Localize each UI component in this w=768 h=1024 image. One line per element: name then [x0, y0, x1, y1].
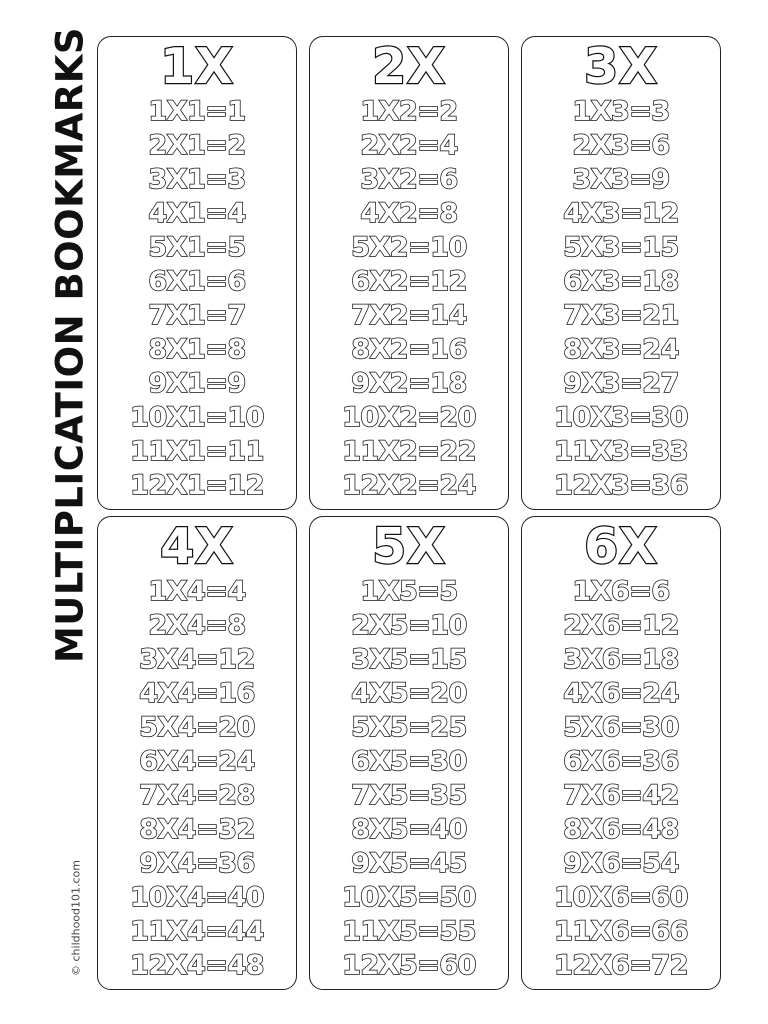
multiplication-fact: 3X3=9 — [572, 164, 670, 195]
multiplication-fact: 4X1=4 — [148, 198, 246, 229]
multiplication-fact: 2X3=6 — [572, 130, 670, 161]
multiplication-fact: 4X5=20 — [351, 678, 467, 709]
multiplication-fact: 3X6=18 — [563, 644, 679, 675]
multiplication-fact: 8X2=16 — [351, 334, 467, 365]
multiplication-fact: 10X3=30 — [554, 402, 688, 433]
multiplication-fact: 1X5=5 — [360, 576, 458, 607]
multiplication-fact: 10X5=50 — [342, 882, 476, 913]
multiplication-fact: 6X3=18 — [563, 266, 679, 297]
multiplication-fact: 12X3=36 — [554, 470, 688, 501]
multiplication-fact: 3X2=6 — [360, 164, 458, 195]
multiplication-fact: 5X4=20 — [139, 712, 255, 743]
multiplication-fact: 8X3=24 — [563, 334, 679, 365]
multiplication-fact: 5X1=5 — [148, 232, 246, 263]
bookmark-heading: 2X — [372, 38, 446, 95]
multiplication-fact: 7X6=42 — [563, 780, 679, 811]
bookmark-heading: 6X — [584, 518, 658, 575]
bookmark-card — [97, 516, 297, 990]
multiplication-fact: 10X1=10 — [130, 402, 264, 433]
bookmark-card — [521, 516, 721, 990]
multiplication-fact: 3X1=3 — [148, 164, 246, 195]
bookmark-heading: 4X — [160, 518, 234, 575]
multiplication-fact: 11X6=66 — [554, 916, 688, 947]
multiplication-fact: 1X3=3 — [572, 96, 670, 127]
bookmark-card — [97, 36, 297, 510]
multiplication-fact: 12X4=48 — [130, 950, 264, 981]
multiplication-fact: 9X5=45 — [351, 848, 467, 879]
multiplication-fact: 5X3=15 — [563, 232, 679, 263]
bookmark-heading: 5X — [372, 518, 446, 575]
fact-list — [130, 95, 264, 503]
multiplication-fact: 11X1=11 — [130, 436, 264, 467]
multiplication-fact: 7X4=28 — [139, 780, 255, 811]
bookmark-heading: 1X — [160, 38, 234, 95]
multiplication-fact: 3X4=12 — [139, 644, 255, 675]
fact-list — [342, 575, 476, 983]
multiplication-fact: 5X5=25 — [351, 712, 467, 743]
multiplication-fact: 7X3=21 — [563, 300, 679, 331]
page-title: MULTIPLICATION BOOKMARKS — [48, 26, 92, 664]
multiplication-fact: 11X4=44 — [130, 916, 264, 947]
multiplication-fact: 7X5=35 — [351, 780, 467, 811]
multiplication-fact: 1X4=4 — [148, 576, 246, 607]
multiplication-fact: 4X2=8 — [360, 198, 458, 229]
multiplication-fact: 8X1=8 — [148, 334, 246, 365]
multiplication-fact: 2X6=12 — [563, 610, 679, 641]
credit-text: © childhood101.com — [69, 859, 83, 977]
multiplication-fact: 10X2=20 — [342, 402, 476, 433]
multiplication-fact: 4X6=24 — [563, 678, 679, 709]
multiplication-fact: 9X3=27 — [563, 368, 679, 399]
multiplication-fact: 9X6=54 — [563, 848, 679, 879]
multiplication-fact: 7X1=7 — [148, 300, 246, 331]
fact-list — [130, 575, 264, 983]
bookmark-grid — [97, 36, 721, 990]
multiplication-fact: 5X6=30 — [563, 712, 679, 743]
multiplication-fact: 4X3=12 — [563, 198, 679, 229]
multiplication-fact: 6X5=30 — [351, 746, 467, 777]
fact-list — [554, 575, 688, 983]
multiplication-fact: 4X4=16 — [139, 678, 255, 709]
fact-list — [554, 95, 688, 503]
bookmark-card — [309, 36, 509, 510]
multiplication-fact: 6X2=12 — [351, 266, 467, 297]
multiplication-fact: 11X3=33 — [554, 436, 688, 467]
multiplication-fact: 12X6=72 — [554, 950, 688, 981]
bookmark-heading: 3X — [584, 38, 658, 95]
multiplication-fact: 12X5=60 — [342, 950, 476, 981]
multiplication-fact: 11X5=55 — [342, 916, 476, 947]
multiplication-fact: 12X1=12 — [130, 470, 264, 501]
multiplication-fact: 10X4=40 — [130, 882, 264, 913]
multiplication-fact: 2X1=2 — [148, 130, 246, 161]
multiplication-fact: 9X4=36 — [139, 848, 255, 879]
multiplication-fact: 3X5=15 — [351, 644, 467, 675]
multiplication-fact: 6X6=36 — [563, 746, 679, 777]
multiplication-fact: 10X6=60 — [554, 882, 688, 913]
multiplication-fact: 12X2=24 — [342, 470, 476, 501]
multiplication-fact: 6X4=24 — [139, 746, 255, 777]
multiplication-fact: 2X5=10 — [351, 610, 467, 641]
multiplication-fact: 1X2=2 — [360, 96, 458, 127]
multiplication-fact: 7X2=14 — [351, 300, 467, 331]
multiplication-fact: 8X4=32 — [139, 814, 255, 845]
bookmark-card — [521, 36, 721, 510]
multiplication-fact: 1X6=6 — [572, 576, 670, 607]
side-title-strip — [0, 0, 90, 1024]
multiplication-fact: 8X6=48 — [563, 814, 679, 845]
multiplication-fact: 9X1=9 — [148, 368, 246, 399]
multiplication-fact: 2X2=4 — [360, 130, 458, 161]
multiplication-fact: 5X2=10 — [351, 232, 467, 263]
multiplication-fact: 9X2=18 — [351, 368, 467, 399]
multiplication-fact: 11X2=22 — [342, 436, 476, 467]
fact-list — [342, 95, 476, 503]
multiplication-fact: 8X5=40 — [351, 814, 467, 845]
bookmark-card — [309, 516, 509, 990]
multiplication-fact: 1X1=1 — [148, 96, 246, 127]
multiplication-fact: 2X4=8 — [148, 610, 246, 641]
multiplication-fact: 6X1=6 — [148, 266, 246, 297]
